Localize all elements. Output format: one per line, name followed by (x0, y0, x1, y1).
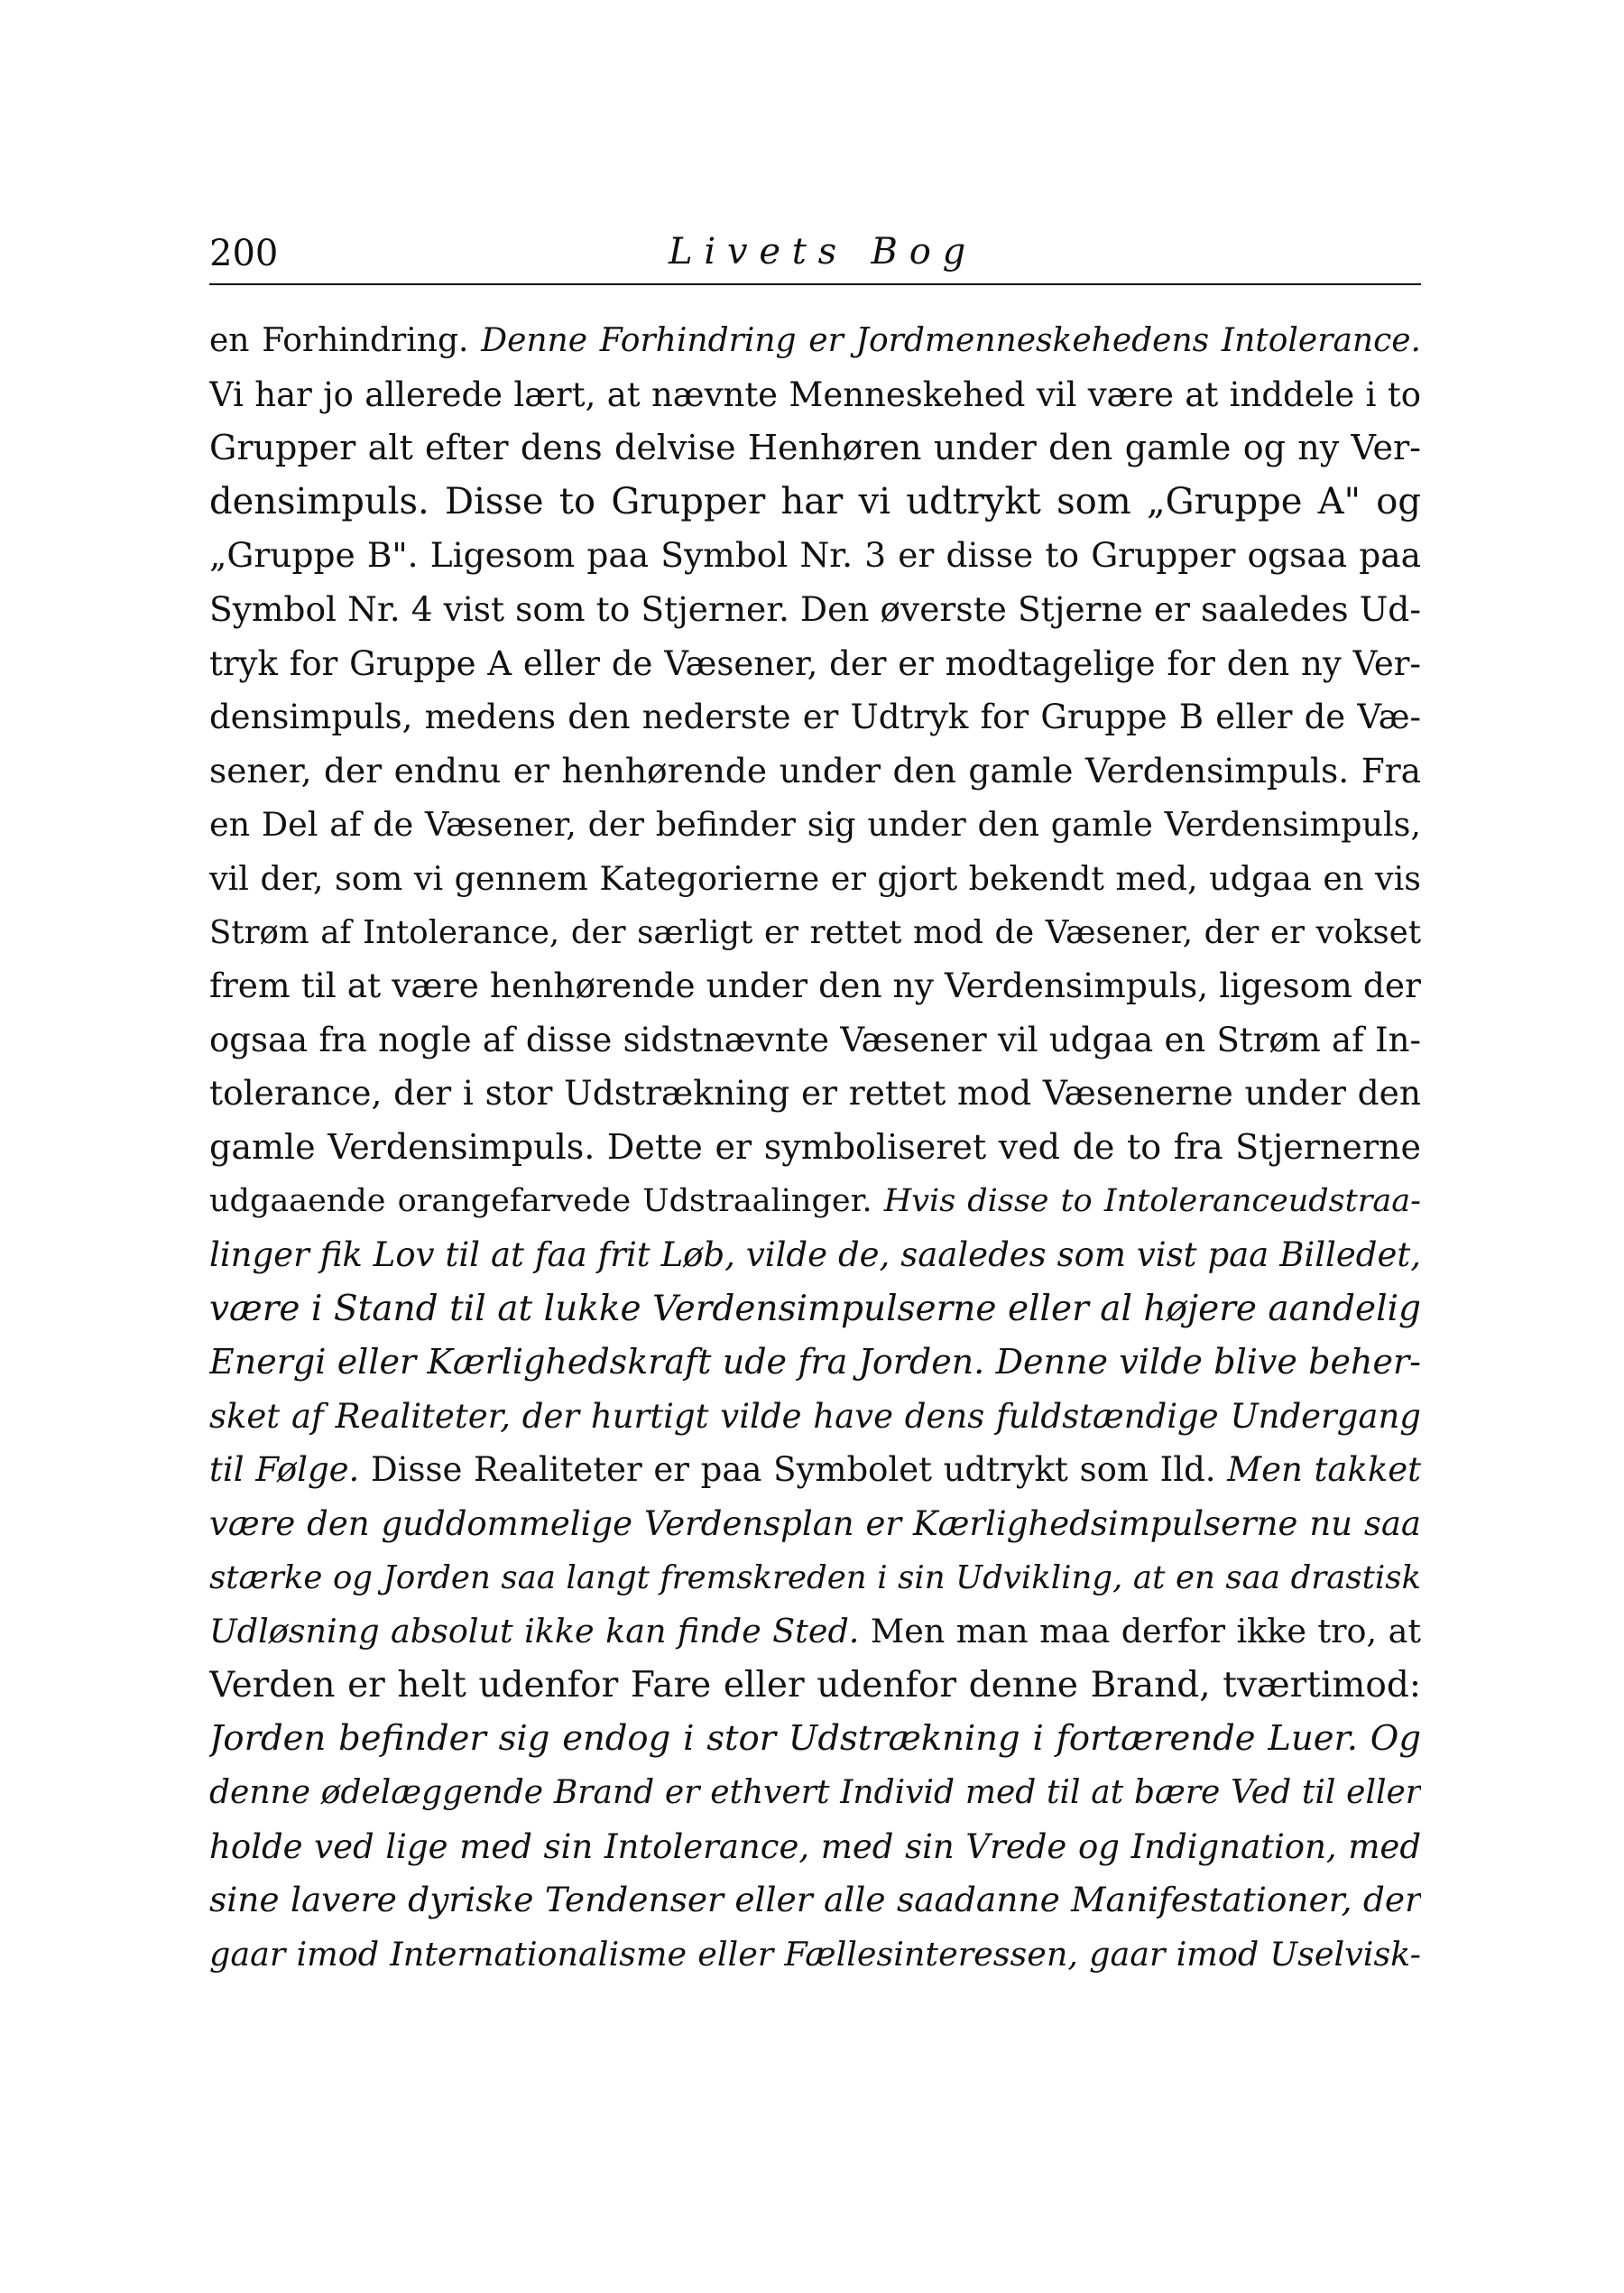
text-line (209, 1659, 1421, 1713)
text-segment: Grupper alt efter dens delvise Henhøren under den gamle og ny Ver- (209, 428, 1421, 468)
text-segment: ogsaa fra nogle af disse sidstnævnte Væsener vil udgaa en Strøm af In- (209, 1020, 1421, 1059)
text-segment: udgaaende orangefarvede Udstraalinger. (209, 1182, 884, 1219)
text-line (209, 1551, 1421, 1605)
text-segment: Men man maa derfor ikke tro, at (859, 1612, 1421, 1651)
text-line (209, 314, 1421, 368)
italic-text-segment: være den guddommelige Verdensplan er Kærlighedsimpulserne nu saa (209, 1504, 1421, 1544)
text-line (209, 421, 1421, 476)
text-line (209, 1766, 1421, 1820)
text-line (209, 1604, 1421, 1659)
italic-text-segment: sine lavere dyriske Tendenser eller alle saadanne Manifestationer, der (209, 1880, 1421, 1920)
italic-text-segment: Men takket (1227, 1450, 1421, 1490)
text-segment: vil der, som vi gennem Kategorierne er gjort bekendt med, udgaa en vis (209, 858, 1421, 898)
text-segment: sener, der endnu er henhørende under den gamle Verdensimpuls. Fra (209, 750, 1421, 791)
italic-text-segment: være i Stand til at lukke Verdensimpulserne eller al højere aandelig (209, 1288, 1421, 1329)
italic-text-segment: sket af Realiteter, der hurtigt vilde have dens fuldstændige Undergang (209, 1396, 1421, 1436)
text-line (209, 583, 1421, 637)
text-segment: Verden er helt udenfor Fare eller udenfor denne Brand, tværtimod: (209, 1664, 1421, 1706)
text-line (209, 852, 1421, 906)
italic-text-segment: til Følge. (209, 1450, 360, 1490)
text-line (209, 1873, 1421, 1928)
italic-text-segment: stærke og Jorden saa langt fremskreden i sin Udvikling, at en saa drastisk (209, 1558, 1421, 1596)
running-title: Livets Bog (668, 231, 978, 273)
text-segment: Strøm af Intolerance, der særligt er rettet mod de Væsener, der er vokset (209, 913, 1421, 951)
italic-text-segment: Jorden befinder sig endog i stor Udstrækning i fortærende Luer. Og (209, 1718, 1421, 1760)
text-line (209, 1013, 1421, 1068)
text-segment: en Forhindring. (209, 322, 482, 359)
italic-text-segment: Energi eller Kærlighedskraft ude fra Jorden. Denne vilde blive beher- (209, 1342, 1421, 1382)
text-segment: densimpuls. Disse to Grupper har vi udtrykt som „Gruppe A" og (209, 480, 1421, 522)
text-segment: Symbol Nr. 4 vist som to Stjerner. Den øverste Stjerne er saaledes Ud- (209, 588, 1421, 629)
italic-text-segment: linger fik Lov til at faa frit Løb, vilde de, saaledes som vist paa Billedet, (209, 1235, 1421, 1275)
text-line (209, 1175, 1421, 1229)
text-line (209, 1336, 1421, 1390)
italic-text-segment: gaar imod Internationalisme eller Fællesinteressen, gaar imod Uselvisk- (209, 1934, 1421, 1974)
text-line (209, 1928, 1421, 1982)
text-line (209, 1282, 1421, 1336)
text-line (209, 1067, 1421, 1121)
text-line (209, 1497, 1421, 1551)
text-line (209, 529, 1421, 583)
text-line (209, 744, 1421, 799)
text-line (209, 1820, 1421, 1874)
text-line (209, 1390, 1421, 1444)
text-segment: en Del af de Væsener, der befinder sig under den gamle Verdensimpuls, (209, 805, 1421, 845)
text-line (209, 906, 1421, 960)
text-segment: Vi har jo allerede lært, at nævnte Menneskehed vil være at inddele i to (209, 374, 1421, 414)
text-segment: densimpuls, medens den nederste er Udtryk for Gruppe B eller de Væ- (209, 698, 1421, 737)
italic-text-segment: holde ved lige med sin Intolerance, med sin Vrede og Indignation, med (209, 1826, 1421, 1866)
text-segment: „Gruppe B". Ligesom paa Symbol Nr. 3 er disse to Grupper ogsaa paa (209, 535, 1421, 576)
text-line (209, 959, 1421, 1013)
text-segment: Disse Realiteter er paa Symbolet udtrykt som Ild. (359, 1450, 1228, 1490)
italic-text-segment: Udløsning absolut ikke kan finde Sted. (209, 1612, 860, 1651)
text-segment: tryk for Gruppe A eller de Væsener, der er modtagelige for den ny Ver- (209, 643, 1421, 683)
text-line (209, 368, 1421, 422)
text-line (209, 476, 1421, 530)
text-segment: gamle Verdensimpuls. Dette er symboliseret ved de to fra Stjernerne (209, 1126, 1421, 1167)
text-segment: frem til at være henhørende under den ny Verdensimpuls, ligesom der (209, 966, 1421, 1006)
text-line (209, 1443, 1421, 1497)
text-line (209, 1712, 1421, 1766)
text-line (209, 1228, 1421, 1282)
italic-text-segment: Hvis disse to Intoleranceudstraa- (883, 1182, 1421, 1219)
text-line (209, 798, 1421, 852)
text-segment: tolerance, der i stor Udstrækning er rettet mod Væsenerne under den (209, 1073, 1421, 1114)
running-head (209, 226, 1421, 285)
italic-text-segment: Denne Forhindring er Jordmenneskehedens Intolerance. (481, 322, 1421, 359)
text-line (209, 1121, 1421, 1175)
text-line (209, 690, 1421, 744)
body-text (209, 314, 1421, 1981)
text-line (209, 637, 1421, 691)
italic-text-segment: denne ødelæggende Brand er ethvert Individ med til at bære Ved til eller (209, 1774, 1421, 1812)
page-number: 200 (209, 233, 279, 274)
